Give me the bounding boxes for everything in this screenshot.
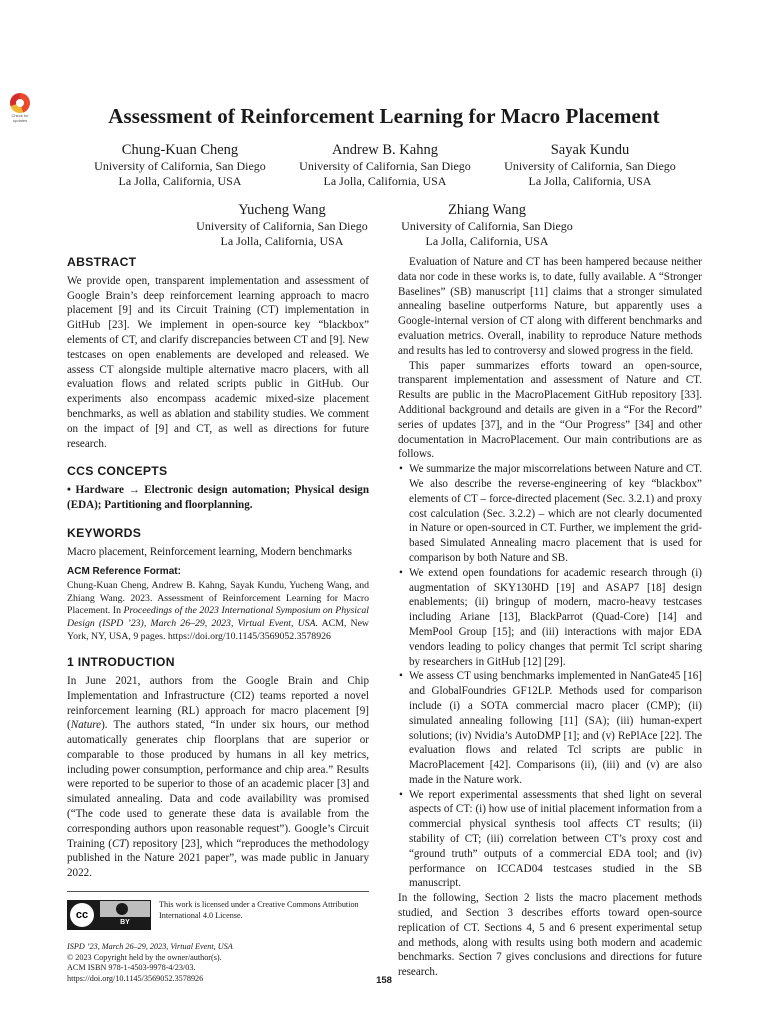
author-location: La Jolla, California, USA bbox=[528, 174, 652, 188]
author-affiliation: University of California, San Diego bbox=[299, 159, 471, 173]
page-number: 158 bbox=[376, 975, 392, 986]
left-column bbox=[67, 255, 369, 984]
author-location: La Jolla, California, USA bbox=[118, 174, 242, 188]
intro-text: ) repository [23], which “reproduces the methodology published in the Nature 2021 paper”, was made public in January 2022. bbox=[67, 837, 370, 880]
author-name: Zhiang Wang bbox=[448, 202, 526, 218]
person-icon bbox=[100, 901, 150, 917]
keywords-heading: KEYWORDS bbox=[67, 525, 142, 540]
intro-paragraph bbox=[67, 674, 369, 881]
abstract-heading: ABSTRACT bbox=[67, 255, 137, 269]
right-paragraph-1: Evaluation of Nature and CT has been hampered because neither data nor code in these works is, to date, fully available. A “Stronger Baselines” (SB) manuscript [11] claims that a stronger simulated annealing baseline outperforms Nature, but apparently uses a Google-internal version of CT along with different benchmarks and evaluation metrics. Overall, inability to reproduce Nature methods and results has led to controversy and slowed progress in the field. bbox=[398, 256, 702, 357]
author-block bbox=[80, 141, 280, 189]
author-name: Chung-Kuan Cheng bbox=[121, 142, 239, 158]
right-paragraph-3: In the following, Section 2 lists the macro placement methods studied, and Section 3 describes efforts toward open-source replication of CT. Sections 4, 5 and 6 present experimental setup and methods, along with results using both modern and academic benchmarks. Section 7 gives conclusions and directions for future research. bbox=[398, 892, 702, 979]
ccs-heading: CCS CONCEPTS bbox=[67, 464, 168, 479]
cc-icon: cc bbox=[70, 903, 94, 927]
by-label: BY bbox=[120, 919, 130, 927]
intro-text: ). The authors stated, “In under six hours, our method automatically generates chip floorplans that are superior or comparable to those produced by humans in all key metrics, including power consumption, performance and chip area.” Results were reported to be superior to those of an academic placer [3] and simulated annealing. Data and code availability was promised (“The code used to generate these data is available from the corresponding authors upon reasonable request”). Google’s Circuit Training ( bbox=[67, 719, 369, 850]
cc-by-license-icon[interactable] bbox=[67, 900, 151, 930]
ccs-text: • Hardware → Electronic design automation; Physical design (EDA); Partitioning and floorplanning. bbox=[67, 484, 369, 511]
acm-ref-venue: Proceedings of the 2023 International Symposium on Physical Design (ISPD ’23), March 26–29, 2023, Virtual Event, USA. bbox=[67, 605, 369, 629]
author-location: La Jolla, California, USA bbox=[220, 234, 344, 248]
abstract-text: We provide open, transparent implementation and assessment of Google Brain’s deep reinforcement learning approach to macro placement [9] and its Circuit Training (CT) implementation in GitHub [23]. We implement in open-source key “blackbox” elements of CT, and clarify discrepancies between CT and [9]. New testcases on open enablements are developed and released. We assess CT alongside multiple alternative macro placers, with all evaluation flows and related scripts public in GitHub. Our experiments also encompass academic mixed-size placement benchmarks, as well as ablation and stability studies. We comment on the impact of [9] and CT, as well as directions for future research. bbox=[67, 274, 369, 450]
crossmark-icon bbox=[10, 93, 30, 113]
list-item: • We summarize the major miscorrelations between Nature and CT. We also describe the reverse-engineering of key “blackbox” elements of CT – force-directed placement (Sec. 3.2.1) and proxy cost calculation (Sec. 3.2.2) – which are not clearly documented in Nature or open-sourced in CT. Further, we implement the grid-based Simulated Annealing macro placement that is used for comparison by both Nature and SB. bbox=[398, 462, 702, 566]
author-location: La Jolla, California, USA bbox=[323, 174, 447, 188]
right-paragraph-2: This paper summarizes efforts toward an open-source, transparent implementation and assessment of Nature and CT. Results are public in the MacroPlacement GitHub repository [33]. Additional background and details are given in a “For the Record” series of updates [37], and in the “Our Progress” [34] and other documentation in MacroPlacement. Our main contributions are as follows. bbox=[398, 359, 702, 461]
acm-ref-part2: ACM, New York, NY, USA, 9 pages. https://doi.org/10.1145/3569052.3578926 bbox=[67, 617, 369, 642]
crossmark-text-2: updates bbox=[12, 118, 28, 123]
right-column bbox=[398, 255, 702, 980]
paper-title: Assessment of Reinforcement Learning for Macro Placement bbox=[108, 104, 660, 128]
author-block bbox=[490, 141, 690, 189]
author-block bbox=[387, 201, 587, 249]
author-block bbox=[182, 201, 382, 249]
author-name: Sayak Kundu bbox=[550, 142, 630, 158]
list-item: • We assess CT using benchmarks implemented in NanGate45 [16] and GlobalFoundries GF12LP. Methods used for comparison include (i) a SOTA commercial macro placer (CMP); (ii) simulated annealing following [11] (SA); (iii) human-expert solutions; (iv) Nvidia’s AutoDMP [1]; and (v) RePlAce [22]. The evaluation flows and related Tcl scripts are public in MacroPlacement [42]. Comparisons (ii), (iii) and (v) are also made in the Nature work. bbox=[398, 669, 702, 787]
intro-text-italic: Nature bbox=[70, 719, 102, 732]
author-affiliation: University of California, San Diego bbox=[196, 219, 368, 233]
contributions-list bbox=[398, 462, 702, 891]
license-block bbox=[67, 891, 369, 984]
author-name: Andrew B. Kahng bbox=[332, 142, 438, 158]
isbn-line: ACM ISBN 978-1-4503-9978-4/23/03. bbox=[67, 963, 196, 973]
acm-ref-part1: Chung-Kuan Cheng, Andrew B. Kahng, Sayak Kundu, Yucheng Wang, and Zhiang Wang. 2023. Assessment of Reinforcement Learning for Macro Placement. In bbox=[67, 580, 369, 617]
crossmark-badge[interactable] bbox=[5, 93, 35, 127]
venue-line: ISPD ’23, March 26–29, 2023, Virtual Event, USA bbox=[67, 942, 233, 952]
crossmark-text-1: Check for bbox=[11, 113, 29, 118]
license-text: This work is licensed under a Creative Commons Attribution International 4.0 License. bbox=[159, 900, 359, 920]
list-item: • We report experimental assessments that shed light on several aspects of CT: (i) how use of initial placement information from a commercial physical synthesis tool affects CT results; (ii) stability of CT; (iii) correlation between CT’s proxy cost and “ground truth” outputs of a commercial EDA tool; and (iv) performance on ICCAD04 testcases studied in the SB manuscript. bbox=[398, 788, 702, 892]
author-block bbox=[285, 141, 485, 189]
copyright-line: © 2023 Copyright held by the owner/author(s). bbox=[67, 952, 222, 962]
intro-heading: 1 INTRODUCTION bbox=[67, 655, 175, 670]
intro-text-italic: CT bbox=[111, 837, 126, 850]
author-affiliation: University of California, San Diego bbox=[401, 219, 573, 233]
doi-link[interactable]: https://doi.org/10.1145/3569052.3578926 bbox=[67, 973, 204, 983]
list-item: • We extend open foundations for academic research through (i) augmentation of SKY130HD [19] and ASAP7 [18] design enablements; (ii) bringup of modern, macro-heavy testcases including Ariane [13], BlackParrot (Quad-Core) [14] and MemPool Group [15]; and (iii) interactions with major EDA vendors leading to policy changes that permit Tcl script sharing by researchers in GitHub [12] [29]. bbox=[398, 566, 702, 670]
acm-ref-heading: ACM Reference Format: bbox=[67, 566, 181, 578]
keywords-text: Macro placement, Reinforcement learning, Modern benchmarks bbox=[67, 545, 352, 558]
author-affiliation: University of California, San Diego bbox=[504, 159, 676, 173]
author-location: La Jolla, California, USA bbox=[425, 234, 549, 248]
acm-ref-text bbox=[67, 580, 369, 643]
author-affiliation: University of California, San Diego bbox=[94, 159, 266, 173]
intro-text: In June 2021, authors from the Google Brain and Chip Implementation and Infrastructure (CI2) teams reported a novel reinforcement learning (RL) approach for macro placement [9] ( bbox=[67, 674, 369, 732]
author-name: Yucheng Wang bbox=[238, 202, 326, 218]
